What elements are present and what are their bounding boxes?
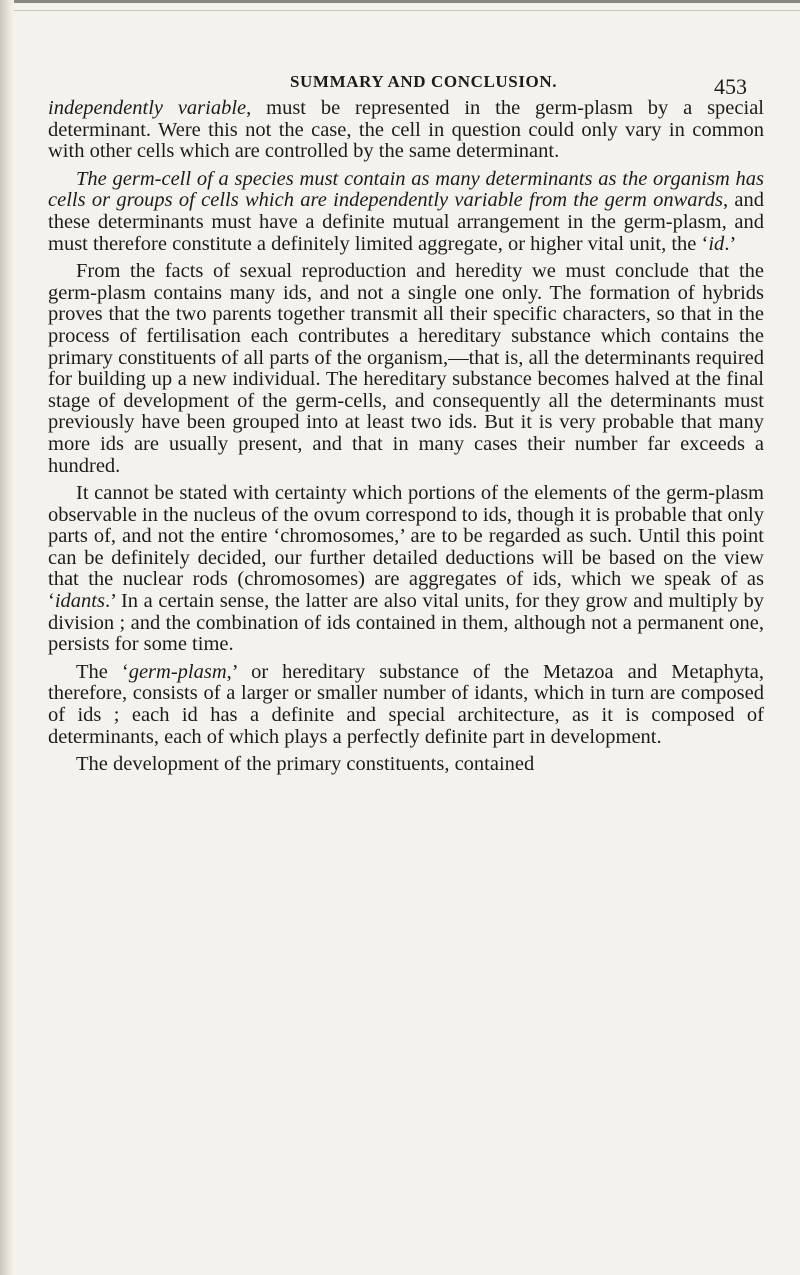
text-run: From the facts of sexual reproduction and heredity we must conclude that the germ-plasm contains many ids, and not a single one only. The formation of hybrids proves that the two parents together transmit all their specific characters, so that in the process of fertilisation each contributes a hereditary substance which contains the primary constituents of all parts of the organism,—that is, all the determinants required for building up a new individual. The hereditary substance becomes halved at the final stage of development of the germ-cells, and consequently all the determinants must previously have been grouped into at least two ids. But it is very probable that many more ids are usually present, and that in many cases their number far exceeds a hundred. — [48, 260, 764, 477]
italic-run: germ-plasm — [128, 660, 227, 683]
text-run: , must be represented in the germ-plasm by a special determinant. Were this not the case, the cell in question could only vary in common with other cells which are controlled by the same determinant. — [48, 97, 764, 163]
italic-run: id — [708, 232, 725, 255]
text-run: , and these determinants must have a definite mutual arrangement in the germ-plasm, and must therefore constitute a definitely limited aggregate, or higher vital unit, the ‘ — [48, 189, 764, 255]
italic-run: idants — [54, 590, 105, 613]
paragraph-1 — [48, 98, 764, 163]
page-top-edge — [0, 0, 800, 3]
italic-run: The germ-cell of a species must contain as many determinants as the organism has cells or groups of cells which are independently variable from the germ onwards — [48, 167, 764, 212]
paragraph-2 — [48, 169, 764, 255]
text-run: .’ — [724, 232, 737, 255]
italic-run: independently variable — [48, 97, 247, 119]
text-run: .’ In a certain sense, the latter are also vital units, for they grow and multiply by division ; and the combination of ids contained in them, although not a permanent one, persists for some time. — [48, 590, 764, 656]
page-inner-rule — [0, 10, 800, 11]
paragraph-5 — [48, 662, 764, 748]
text-run: The development of the primary constituents, contained — [76, 753, 535, 776]
body-text — [48, 98, 764, 782]
text-run: It cannot be stated with certainty which portions of the elements of the germ-plasm observable in the nucleus of the ovum correspond to ids, though it is probable that only parts of, and not the entire ‘chromosomes,’ are to be regarded as such. Until this point can be definitely decided, our further detailed deductions will be based on the view that the nuclear rods (chromosomes) are aggregates of ids, which we speak of as ‘ — [48, 482, 764, 613]
paragraph-4 — [48, 483, 764, 656]
page-number: 453 — [714, 74, 747, 99]
paragraph-6 — [48, 754, 764, 776]
paragraph-3 — [48, 261, 764, 477]
page-left-edge — [0, 0, 14, 1275]
running-head-title: SUMMARY AND CONCLUSION. — [290, 72, 558, 91]
text-run: ,’ or hereditary substance of the Metazoa and Metaphyta, therefore, consists of a larger or smaller number of idants, which in turn are composed of ids ; each id has a definite and special architecture, as it is composed of determinants, each of which plays a perfectly definite part in development. — [48, 660, 765, 748]
text-run: The ‘ — [76, 660, 129, 683]
